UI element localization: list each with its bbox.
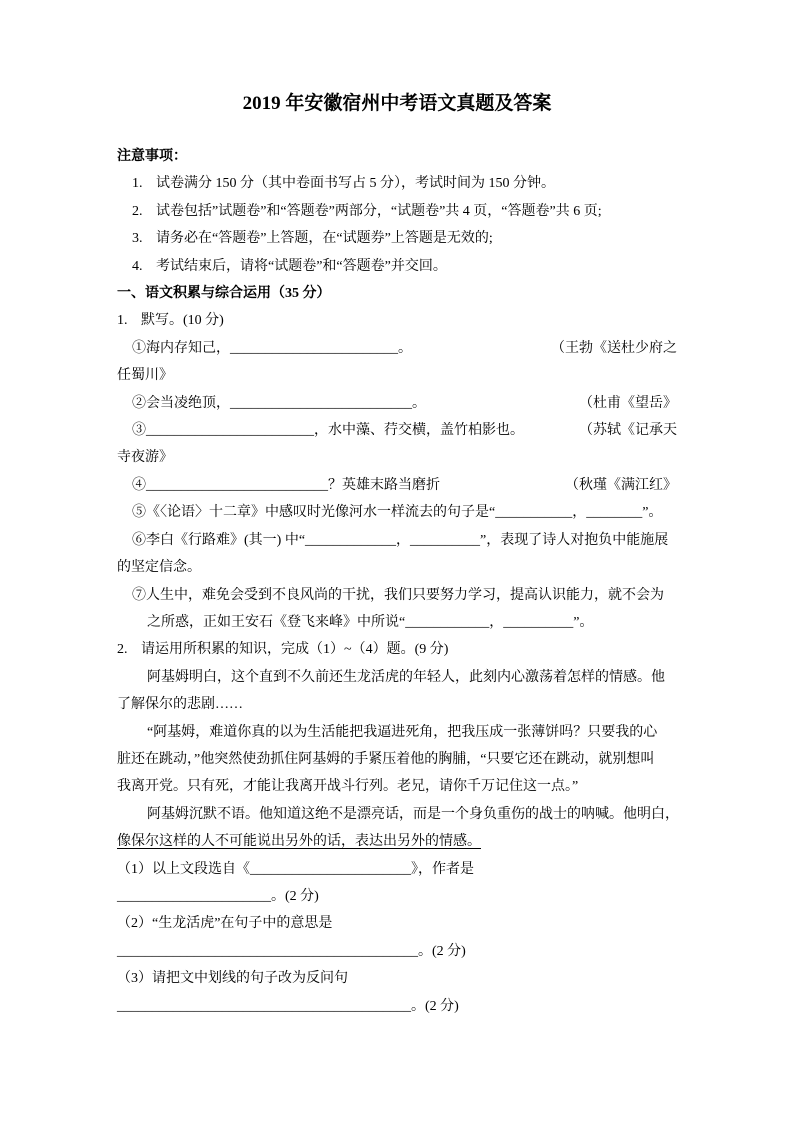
line-text: 了解保尔的悲剧…… (117, 697, 243, 713)
line-text: 试卷包括”试题卷”和“答题卷”两部分，“试题卷”共 4 页，“答题卷”共 6 页; (156, 203, 602, 219)
line-text: 请务必在“答题卷”上答题，在“试题券”上答题是无效的; (156, 231, 493, 247)
text-line (117, 719, 677, 746)
text-line (117, 828, 677, 855)
line-text: 阿基姆沉默不语。他知道这绝不是漂亮话，而是一个身负重伤的战士的呐喊。他明白， (147, 806, 679, 822)
line-text: ④__________________________？英雄末路当磨折 (132, 477, 440, 493)
text-line (117, 253, 677, 280)
question-2-passage-and-subquestions (117, 664, 677, 1020)
source-attribution: （王勃《送杜少府之 (551, 340, 677, 356)
section1-heading: 一、语文积累与综合运用（35 分） (117, 286, 331, 302)
text-line (117, 910, 677, 937)
text-line (117, 993, 677, 1020)
question-2-label: 请运用所积累的知识，完成（1）~（4）题。(9 分) (141, 642, 449, 658)
source-attribution: （杜甫《望岳》 (579, 395, 677, 411)
notice-heading: 注意事项： (117, 149, 187, 164)
question-1-label-line (117, 307, 677, 334)
list-item-number: 3. (132, 231, 143, 247)
line-text: 的坚定信念。 (117, 560, 201, 576)
line-text: “阿基姆，难道你真的以为生活能把我逼进死角，把我压成一张薄饼吗？只要我的心 (147, 724, 658, 740)
document-title: 2019 年安徽宿州中考语文真题及答案 (242, 93, 552, 114)
source-attribution: （苏轼《记承天 (579, 423, 677, 439)
question-1-number: 1. (117, 313, 128, 329)
line-text: （3）请把文中划线的句子改为反问句 (117, 971, 348, 987)
text-line (117, 609, 677, 636)
line-text: 阿基姆明白，这个直到不久前还生龙活虎的年轻人，此刻内心激荡着怎样的情感。他 (147, 669, 665, 685)
text-line (117, 444, 677, 471)
text-line (117, 746, 677, 773)
line-text: （1）以上文段选自《_______________________》，作者是 (117, 861, 474, 877)
text-line (117, 801, 677, 828)
text-line (117, 883, 677, 910)
line-text: 之所惑，正如王安石《登飞来峰》中所说“____________，__________”。 (147, 614, 594, 630)
line-text: __________________________________________。(2 分) (117, 998, 459, 1014)
text-line (117, 335, 677, 362)
notice-list (117, 170, 677, 280)
line-text: ①海内存知己，________________________。 (132, 340, 412, 356)
line-text: 我离开党。只有死，才能让我离开战斗行列。老兄，请你千万记住这一点。” (117, 779, 579, 795)
text-line (117, 527, 677, 554)
question-1-label: 默写。(10 分) (141, 313, 224, 329)
text-line (117, 170, 677, 197)
line-text: 像保尔这样的人不可能说出另外的话，表达出另外的情感。 (117, 834, 481, 850)
line-text: 考试结束后，请将“试题卷”和“答题卷”并交回。 (156, 258, 447, 274)
text-line (117, 417, 677, 444)
text-line (117, 965, 677, 992)
line-text: ②会当凌绝顶，__________________________。 (132, 395, 426, 411)
line-text: ⑦人生中，难免会受到不良风尚的干扰，我们只要努力学习，提高认识能力，就不会为 (132, 587, 664, 603)
line-text: ______________________。(2 分) (117, 888, 319, 904)
line-text: ___________________________________________。(2 分) (117, 943, 466, 959)
question-1-dictation-lines (117, 335, 677, 636)
question-2-number: 2. (117, 642, 128, 658)
source-attribution: （秋瑾《满江红》 (565, 477, 677, 493)
line-text: 寺夜游》 (117, 450, 173, 466)
text-line (117, 664, 677, 691)
text-line (117, 582, 677, 609)
text-line (117, 691, 677, 718)
text-line (117, 362, 677, 389)
line-text: ⑤《〈论语〉十二章》中感叹时光像河水一样流去的句子是“___________，________”。 (132, 505, 663, 521)
list-item-number: 2. (132, 203, 143, 219)
text-line (117, 198, 677, 225)
text-line (117, 554, 677, 581)
line-text: （2）“生龙活虎”在句子中的意思是 (117, 916, 333, 932)
line-text: 任蜀川》 (117, 368, 173, 384)
text-line (117, 938, 677, 965)
line-text: 试卷满分 150 分（其中卷面书写占 5 分），考试时间为 150 分钟。 (156, 176, 555, 192)
list-item-number: 1. (132, 176, 143, 192)
text-line (117, 390, 677, 417)
line-text: ⑥李白《行路难》(其一) 中“_____________，__________”，表现了诗人对抱负中能施展 (132, 532, 669, 548)
line-text: ③________________________，水中藻、荇交横，盖竹柏影也。 (132, 423, 524, 439)
list-item-number: 4. (132, 258, 143, 274)
text-line (117, 225, 677, 252)
line-text: 脏还在跳动，”他突然使劲抓住阿基姆的手紧压着他的胸脯，“只要它还在跳动，就别想叫 (117, 751, 655, 767)
text-line (117, 499, 677, 526)
text-line (117, 773, 677, 800)
question-2-label-line (117, 636, 677, 663)
text-line (117, 472, 677, 499)
text-line (117, 856, 677, 883)
